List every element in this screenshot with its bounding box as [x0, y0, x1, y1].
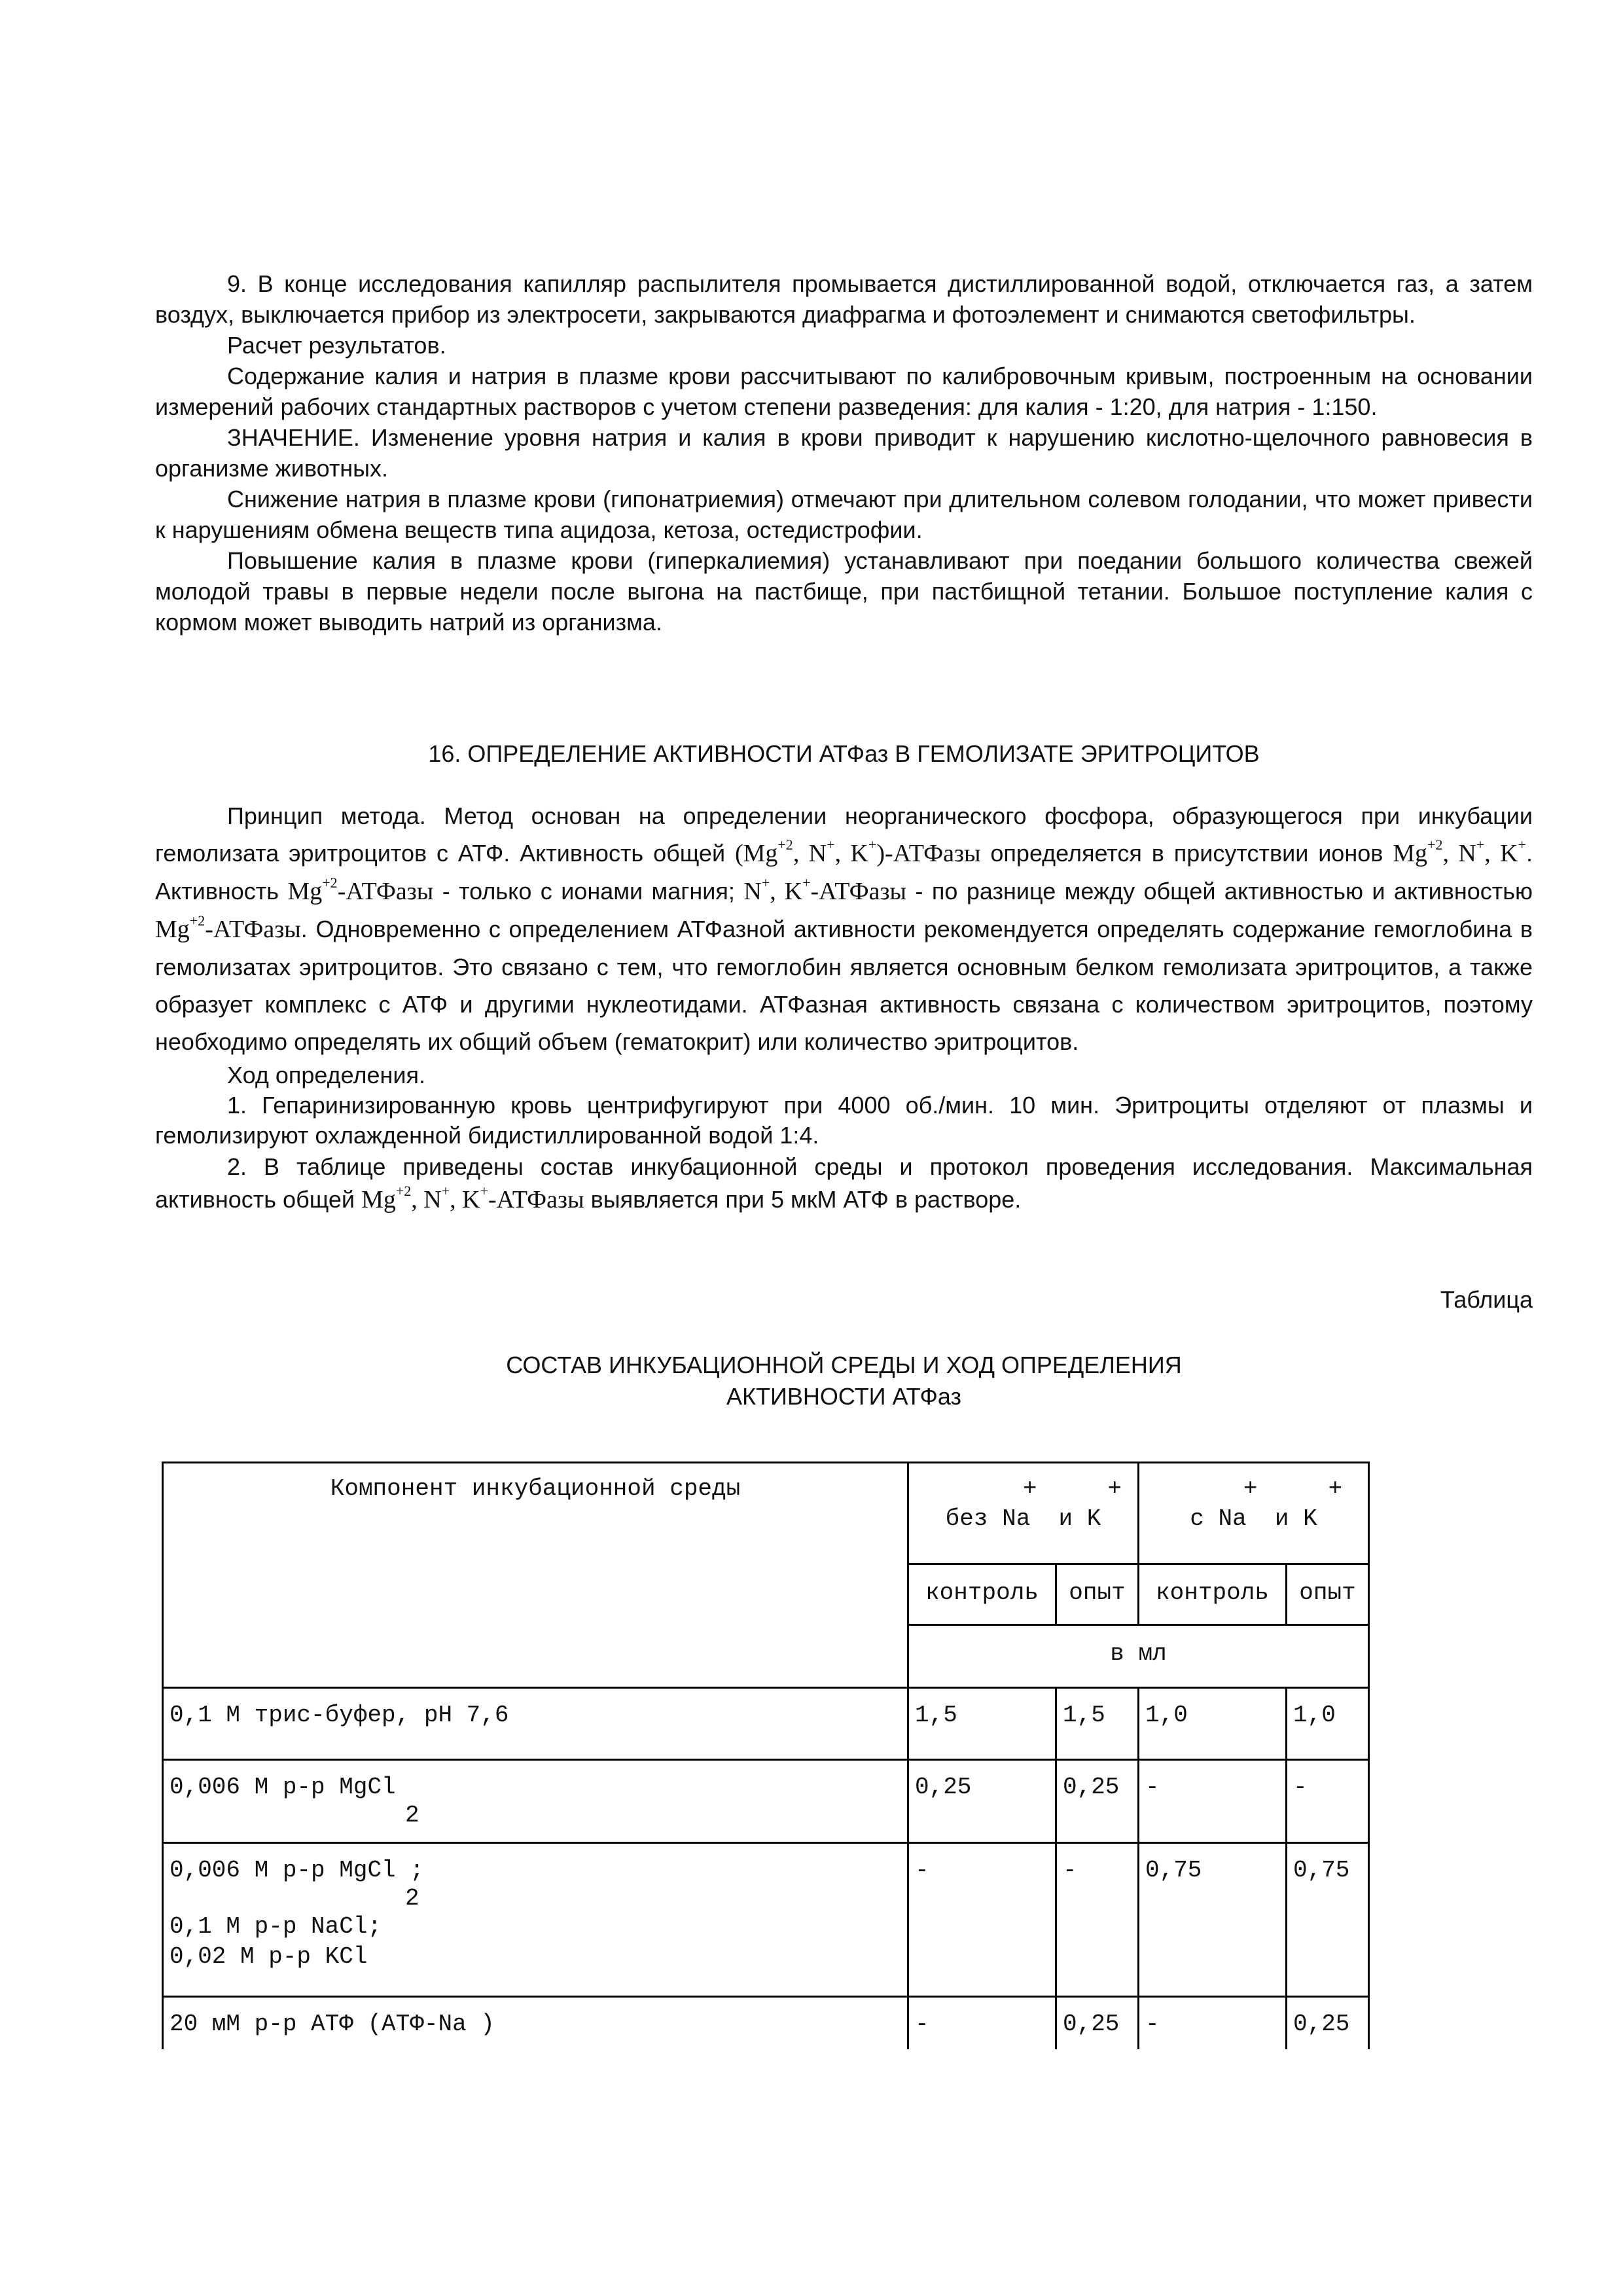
paragraph-sodium-low: Снижение натрия в плазме крови (гипонатриемия) отмечают при длительном солевом голодании, что может привести к нарушениям обмена веществ типа ацидоза, кетоза, остедистрофии.	[155, 486, 1533, 543]
value-cell: 0,25	[1287, 1997, 1369, 2049]
component-cell: 20 мМ р-р АТФ (АТФ-Na )	[163, 1997, 908, 2049]
value-cell: 1,0	[1139, 1688, 1287, 1760]
table-row	[163, 1688, 1369, 1760]
value-cell: 0,75	[1287, 1843, 1369, 1997]
component-header: Компонент инкубационной среды	[163, 1463, 908, 1688]
value-cell: -	[1056, 1843, 1139, 1997]
value-cell: -	[1139, 1997, 1287, 2049]
component-cell: 0,006 М р-р MgCl ; 2 0,1 М р-р NaCl; 0,02 М р-р KCl	[163, 1843, 908, 1997]
value-cell: 1,0	[1287, 1688, 1369, 1760]
paragraph-calc: Содержание калия и натрия в плазме крови рассчитывают по калибровочным кривым, построенным на основании измерений рабочих стандартных растворов с учетом степени разведения: для калия - 1:20, для натрия - 1:150.	[155, 363, 1533, 420]
table-header-row	[163, 1463, 1369, 1564]
value-cell: 0,75	[1139, 1843, 1287, 1997]
incubation-table	[162, 1462, 1370, 2049]
col-control-2: контроль	[1139, 1564, 1287, 1625]
value-cell: 1,5	[908, 1688, 1056, 1760]
group-without-ions: + + без Na и K	[908, 1463, 1139, 1564]
section-title: 16. ОПРЕДЕЛЕНИЕ АКТИВНОСТИ АТФаз В ГЕМОЛИЗАТЕ ЭРИТРОЦИТОВ	[428, 740, 1260, 767]
procedure-title: Ход определения.	[227, 1062, 425, 1088]
paragraph-step1: 1. Гепаринизированную кровь центрифугируют при 4000 об./мин. 10 мин. Эритроциты отделяют от плазмы и гемолизируют охлажденной бидистиллированной водой 1:4.	[155, 1092, 1533, 1149]
value-cell: -	[1287, 1760, 1369, 1843]
col-experiment-1: опыт	[1056, 1564, 1139, 1625]
table-row	[163, 1760, 1369, 1843]
paragraph-meaning: ЗНАЧЕНИЕ. Изменение уровня натрия и калия в крови приводит к нарушению кислотно-щелочного равновесия в организме животных.	[155, 424, 1533, 482]
table-title-line2: АКТИВНОСТИ АТФаз	[726, 1383, 961, 1410]
value-cell: -	[908, 1997, 1056, 2049]
col-experiment-2: опыт	[1287, 1564, 1369, 1625]
unit-cell: в мл	[908, 1625, 1369, 1688]
paragraph-potassium-high: Повышение калия в плазме крови (гиперкалиемия) устанавливают при поедании большого количества свежей молодой травы в первые недели после выгона на пастбище, при пастбищной тетании. Большое поступление калия с кормом может выводить натрий из организма.	[155, 547, 1533, 636]
paragraph-step9: 9. В конце исследования капилляр распылителя промывается дистиллированной водой, отключается газ, а затем воздух, выключается прибор из электросети, закрываются диафрагма и фотоэлемент и снимаются светофильтры.	[155, 270, 1533, 328]
calc-title: Расчет результатов.	[227, 332, 446, 359]
value-cell: -	[1139, 1760, 1287, 1843]
text-block-method	[155, 797, 1533, 1216]
paragraph-step2: 2. В таблице приведены состав инкубационной среды и протокол проведения исследования. Максимальная активность общей $Mg^{+2}$, N+, K+-АТФазы выявляется при 5 мкМ АТФ в растворе.	[155, 1153, 1533, 1213]
value-cell: 0,25	[908, 1760, 1056, 1843]
table-row	[163, 1997, 1369, 2049]
table-title-line1: СОСТАВ ИНКУБАЦИОННОЙ СРЕДЫ И ХОД ОПРЕДЕЛЕНИЯ	[506, 1352, 1182, 1378]
value-cell: 1,5	[1056, 1688, 1139, 1760]
table-label: Таблица	[1440, 1286, 1533, 1313]
group-with-ions: + + с Na и K	[1139, 1463, 1369, 1564]
component-cell: 0,1 М трис-буфер, pH 7,6	[163, 1688, 908, 1760]
value-cell: -	[908, 1843, 1056, 1997]
value-cell: 0,25	[1056, 1760, 1139, 1843]
component-cell: 0,006 М р-р MgCl 2	[163, 1760, 908, 1843]
paragraph-principle: Принцип метода. Метод основан на определении неорганического фосфора, образующегося при инкубации гемолизата эритроцитов с АТФ. Активность общей ($Mg^{+2}$, N+, K+)-АТФазы определяется в присутствии ионов $Mg^{+2}$, N+, K+. Активность $Mg^{+2}$-АТФазы - только с ионами магния; N+, K+-АТФазы - по разнице между общей активностью и активностью $Mg^{+2}$-АТФазы. Одновременно с определением АТФазной активности рекомендуется определять содержание гемоглобина в гемолизатах эритроцитов. Это связано с тем, что гемоглобин является основным белком гемолизата эритроцитов, а также образует комплекс с АТФ и другими нуклеотидами. АТФазная активность связана с количеством эритроцитов, поэтому необходимо определять их общий объем (гематокрит) или количество эритроцитов.	[155, 802, 1533, 1055]
value-cell: 0,25	[1056, 1997, 1139, 2049]
text-block-top	[155, 268, 1533, 637]
col-control-1: контроль	[908, 1564, 1056, 1625]
table-row	[163, 1843, 1369, 1997]
